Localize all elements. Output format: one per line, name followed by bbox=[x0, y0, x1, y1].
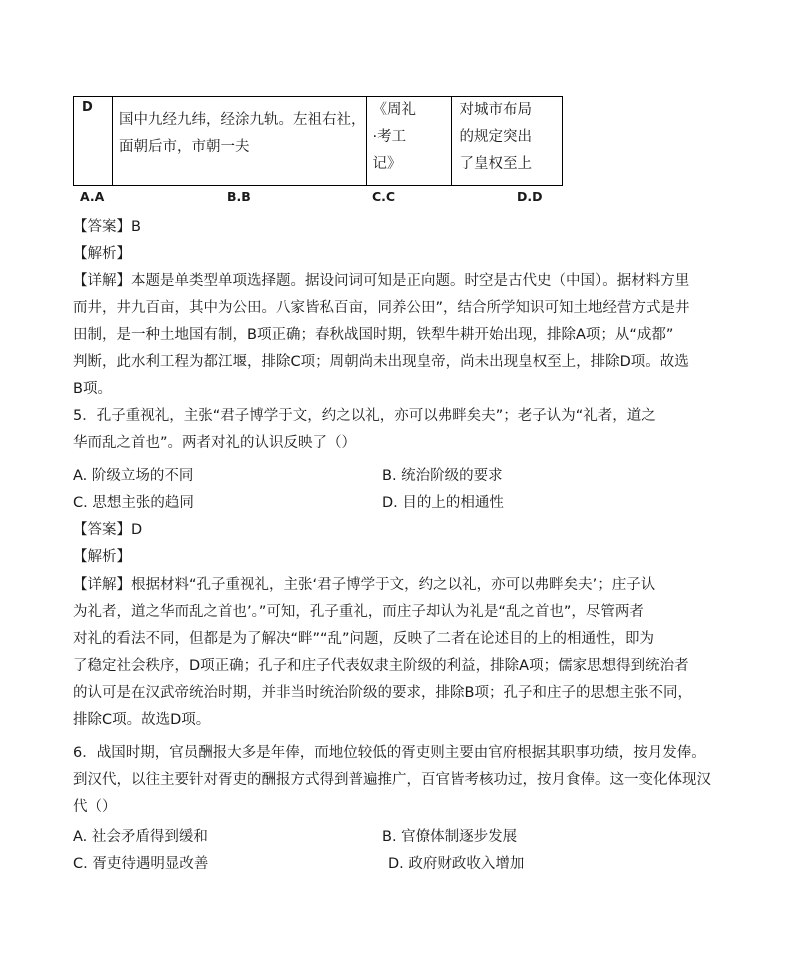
q5-analysis-label: 【解析】 bbox=[73, 549, 131, 565]
option-note: 对城市布局 的规定突出 了皇权至上 bbox=[451, 97, 562, 186]
q6-option-b: B. 官僚体制逐步发展 bbox=[382, 829, 518, 845]
q4-detail-line: 【详解】本题是单类型单项选择题。据设问词可知是正向题。时空是古代史（中国）。据材料方里 bbox=[73, 273, 690, 289]
q4-detail-line: 而井，井九百亩，其中为公田。八家皆私百亩，同养公田”，结合所学知识可知土地经营方式是井 bbox=[73, 300, 690, 316]
q6-stem-line: 代（） bbox=[73, 799, 117, 815]
option-source: 《周礼 ·考工 记》 bbox=[366, 97, 451, 186]
q5-option-b: B. 统治阶级的要求 bbox=[382, 468, 503, 484]
q5-answer: 【答案】D bbox=[73, 522, 143, 538]
q5-detail-line: 了稳定社会秩序，D项正确；孔子和庄子代表奴隶主阶级的利益，排除A项；儒家思想得到统治者 bbox=[73, 658, 689, 674]
q5-detail-line: 【详解】根据材料“孔子重视礼，主张‘君子博学于文，约之以礼，亦可以弗畔矣夫’；庄子认 bbox=[73, 577, 656, 593]
q5-option-a: A. 阶级立场的不同 bbox=[73, 468, 194, 484]
q5-option-d: D. 目的上的相通性 bbox=[382, 495, 504, 511]
q4-choice-d: D.D bbox=[517, 189, 543, 204]
option-table bbox=[73, 96, 563, 186]
q4-choice-c: C.C bbox=[372, 189, 396, 204]
option-content: 国中九经九纬，经涂九轨。左祖右社， 面朝后市，市朝一夫 bbox=[113, 97, 367, 186]
table-row bbox=[74, 97, 563, 186]
q6-option-a: A. 社会矛盾得到缓和 bbox=[73, 829, 208, 845]
q6-option-d: D. 政府财政收入增加 bbox=[388, 856, 525, 872]
q4-detail-line: B项。 bbox=[73, 381, 112, 397]
q6-stem-line: 到汉代，以往主要针对胥吏的酬报方式得到普遍推广，百官皆考核功过，按月食俸。这一变化体现汉 bbox=[73, 772, 711, 788]
q6-stem-line: 6．战国时期，官员酬报大多是年俸，而地位较低的胥吏则主要由官府根据其职事功绩，按月发俸。 bbox=[73, 745, 706, 761]
option-letter: D bbox=[74, 97, 113, 186]
q4-detail-line: 判断，此水利工程为都江堰，排除C项；周朝尚未出现皇帝，尚未出现皇权至上，排除D项。故选 bbox=[73, 354, 689, 370]
q4-answer: 【答案】B bbox=[73, 219, 141, 235]
q4-choice-a: A.A bbox=[80, 189, 105, 204]
q5-detail-line: 对礼的看法不同，但都是为了解决“畔”“乱”问题，反映了二者在论述目的上的相通性，即为 bbox=[73, 631, 655, 647]
q6-option-c: C. 胥吏待遇明显改善 bbox=[73, 856, 209, 872]
q5-detail-line: 排除C项。故选D项。 bbox=[73, 712, 211, 728]
q5-option-c: C. 思想主张的趋同 bbox=[73, 495, 194, 511]
q5-stem-line: 华而乱之首也”。两者对礼的认识反映了（） bbox=[73, 435, 357, 451]
q5-detail-line: 的认可是在汉武帝统治时期，并非当时统治阶级的要求，排除B项；孔子和庄子的思想主张不同， bbox=[73, 685, 692, 701]
q5-stem-line: 5．孔子重视礼，主张“君子博学于文，约之以礼，亦可以弗畔矣夫”；老子认为“礼者，道之 bbox=[73, 408, 656, 424]
q4-choice-b: B.B bbox=[227, 189, 251, 204]
q5-detail-line: 为礼者，道之华而乱之首也’。”可知，孔子重礼，而庄子却认为礼是“乱之首也”，尽管两者 bbox=[73, 604, 644, 620]
q4-detail-line: 田制，是一种土地国有制，B项正确；春秋战国时期，铁犁牛耕开始出现，排除A项；从“成都” bbox=[73, 327, 674, 343]
q4-analysis-label: 【解析】 bbox=[73, 246, 131, 262]
